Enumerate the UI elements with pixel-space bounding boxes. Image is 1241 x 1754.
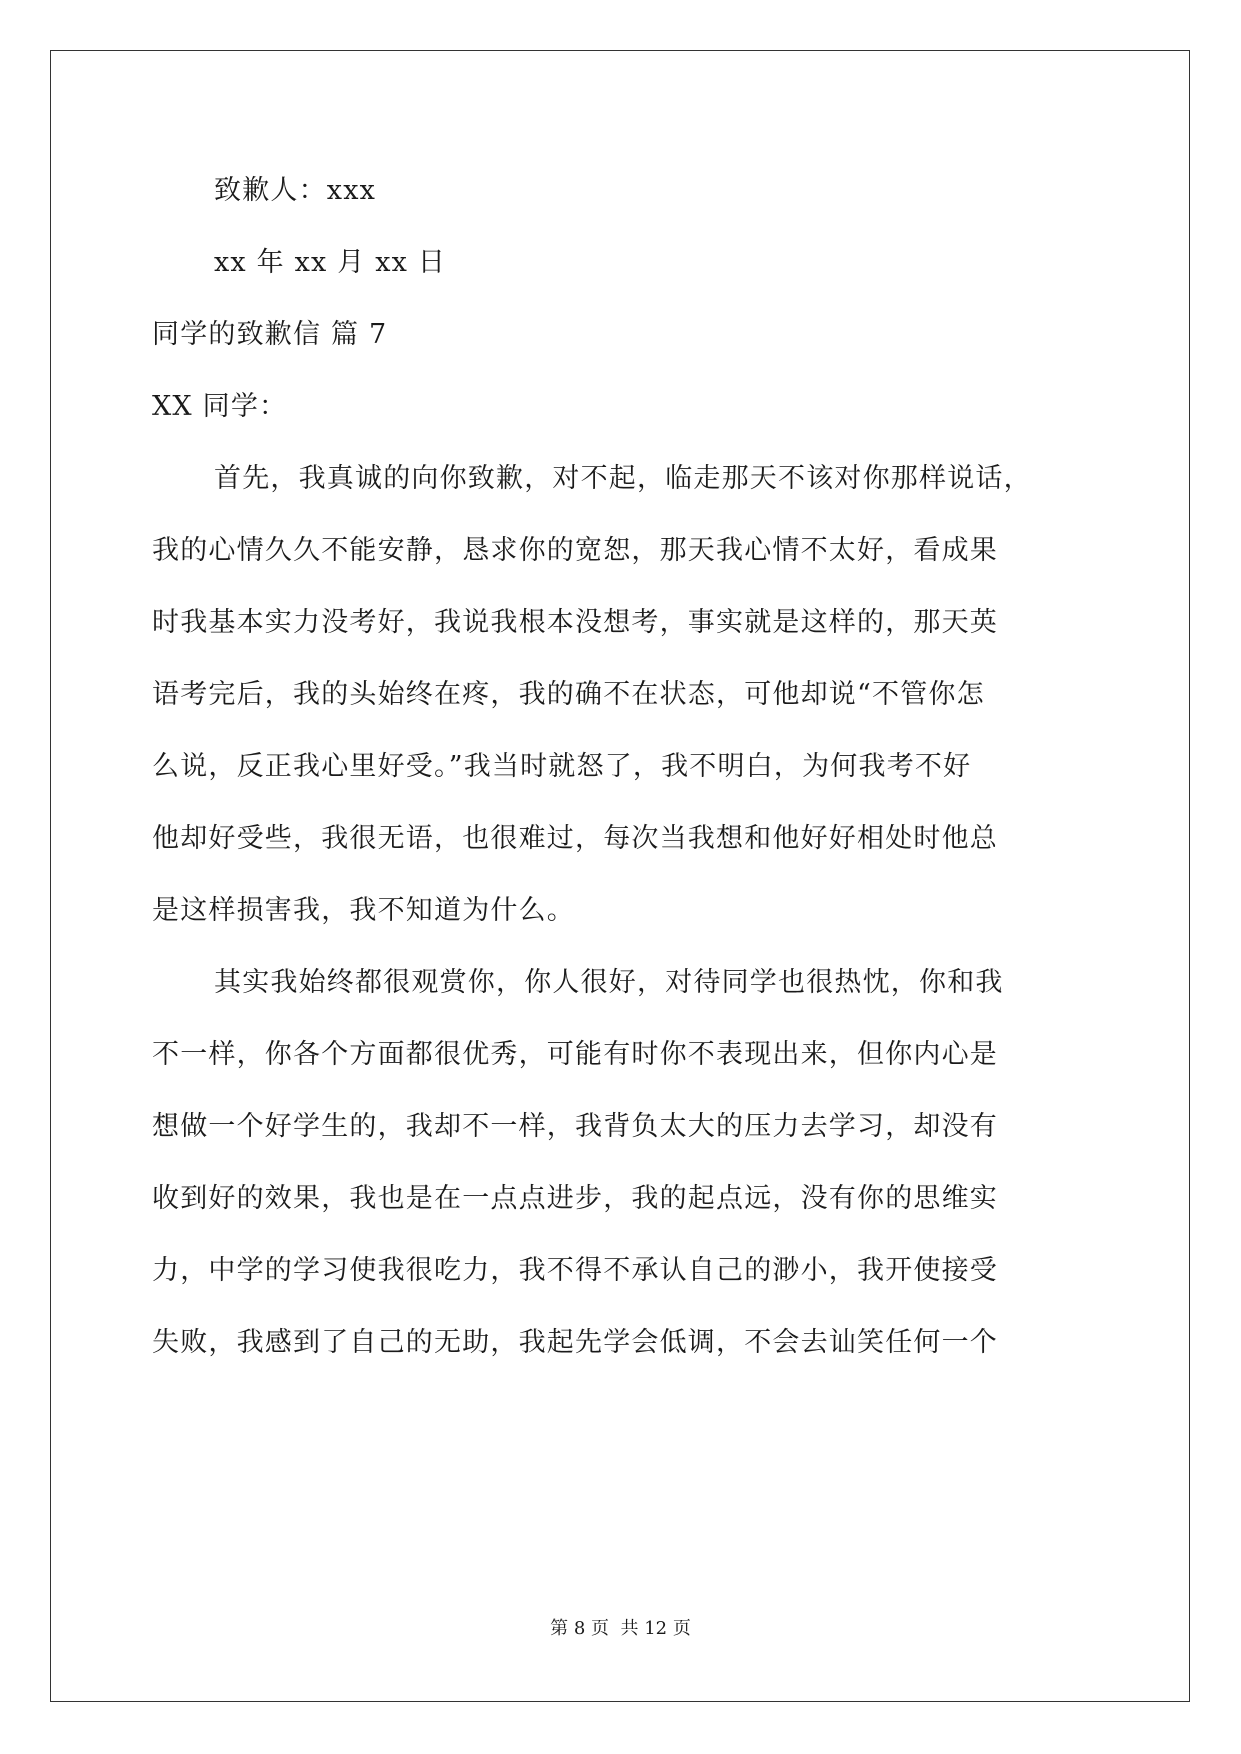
date-line: xx 年 xx 月 xx 日 xyxy=(214,247,447,278)
body-line: 想做一个好学生的，我却不一样，我背负太大的压力去学习，却没有 xyxy=(152,1111,998,1142)
body-line: 其实我始终都很观赏你，你人很好，对待同学也很热忱，你和我 xyxy=(214,967,1004,998)
body-line: 时我基本实力没考好，我说我根本没想考，事实就是这样的，那天英 xyxy=(152,607,998,638)
salutation: XX 同学： xyxy=(152,391,288,422)
body-line: 语考完后，我的头始终在疼，我的确不在状态，可他却说“不管你怎 xyxy=(152,679,985,710)
body-line: 首先，我真诚的向你致歉，对不起，临走那天不该对你那样说话， xyxy=(214,463,1032,494)
body-line: 么说，反正我心里好受。”我当时就怒了，我不明白，为何我考不好 xyxy=(152,751,972,782)
body-line: 是这样损害我，我不知道为什么。 xyxy=(152,895,575,926)
body-line: 力，中学的学习使我很吃力，我不得不承认自己的渺小，我开使接受 xyxy=(152,1255,998,1286)
body-line: 不一样，你各个方面都很优秀，可能有时你不表现出来，但你内心是 xyxy=(152,1039,998,1070)
signature-line: 致歉人：xxx xyxy=(214,175,377,206)
body-line: 我的心情久久不能安静，恳求你的宽恕，那天我心情不太好，看成果 xyxy=(152,535,998,566)
body-line: 失败，我感到了自己的无助，我起先学会低调，不会去讪笑任何一个 xyxy=(152,1327,998,1358)
body-line: 他却好受些，我很无语，也很难过，每次当我想和他好好相处时他总 xyxy=(152,823,998,854)
page-number-footer: 第 8 页 共 12 页 xyxy=(550,1618,691,1639)
body-line: 收到好的效果，我也是在一点点进步，我的起点远，没有你的思维实 xyxy=(152,1183,998,1214)
page-border xyxy=(50,50,1190,1702)
section-heading: 同学的致歉信 篇 7 xyxy=(152,319,388,350)
